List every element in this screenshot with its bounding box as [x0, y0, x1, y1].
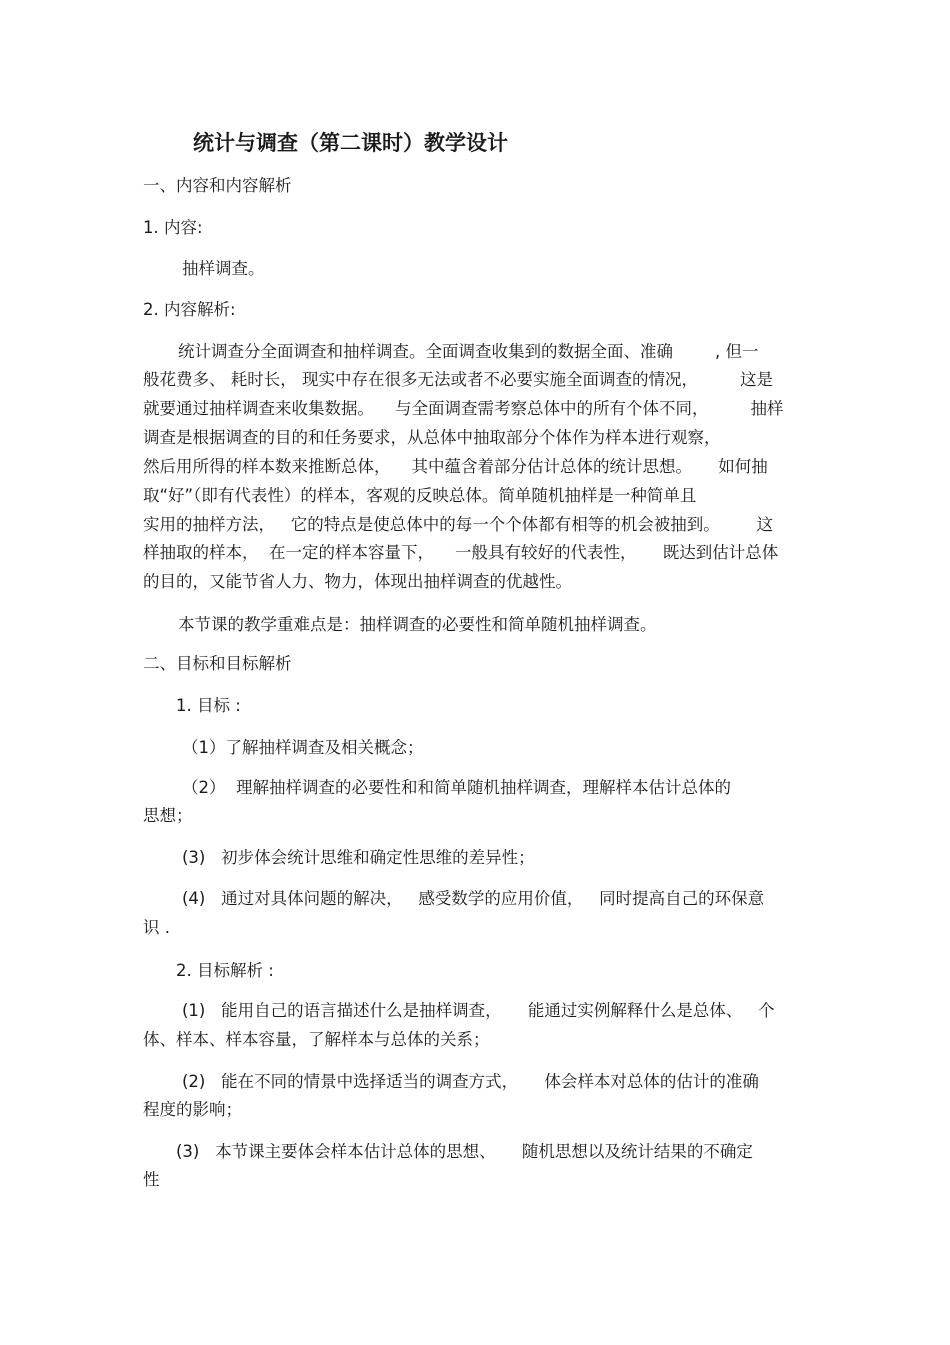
paragraph-line: 的目的，又能节省人力、物力，体现出抽样调查的优越性。: [143, 572, 572, 591]
paragraph-line: 般花费多、 耗时长， 现实中存在很多无法或者不必要实施全面调查的情况， 这是: [143, 370, 773, 389]
analysis-item-2-line1: (2) 能在不同的情景中选择适当的调查方式， 体会样本对总体的估计的准确: [182, 1072, 759, 1091]
paragraph-line: 调查是根据调查的目的和任务要求，从总体中抽取部分个体作为样本进行观察，: [143, 428, 721, 447]
content-text: 抽样调查。: [182, 259, 265, 278]
analysis-item-3-line1: (3) 本节课主要体会样本估计总体的思想、 随机思想以及统计结果的不确定: [176, 1142, 753, 1161]
analysis-item-2-line2: 程度的影响；: [143, 1100, 242, 1119]
paragraph-line: 取“好”（即有代表性）的样本，客观的反映总体。简单随机抽样是一种简单且: [143, 486, 697, 505]
goal-item-1: （1）了解抽样调查及相关概念；: [182, 738, 424, 757]
goal-analysis-label: 2. 目标解析 :: [176, 961, 274, 980]
key-points: 本节课的教学重难点是：抽样调查的必要性和简单随机抽样调查。: [178, 615, 657, 634]
section2-heading: 二、目标和目标解析: [143, 654, 292, 673]
analysis-item-1-line1: (1) 能用自己的语言描述什么是抽样调查， 能通过实例解释什么是总体、 个: [182, 1001, 775, 1020]
goal-item-2-line1: （2） 理解抽样调查的必要性和和简单随机抽样调查，理解样本估计总体的: [182, 778, 731, 797]
analysis-label: 2. 内容解析:: [143, 300, 236, 319]
analysis-item-3-line2: 性: [143, 1170, 160, 1189]
paragraph-line: 统计调查分全面调查和抽样调查。全面调查收集到的数据全面、准确 , 但一: [178, 342, 759, 361]
paragraph-line: 实用的抽样方法， 它的特点是使总体中的每一个个体都有相等的机会被抽到。 这: [143, 515, 773, 534]
section1-heading: 一、内容和内容解析: [143, 176, 292, 195]
analysis-item-1-line2: 体、样本、样本容量，了解样本与总体的关系；: [143, 1030, 490, 1049]
goals-label: 1. 目标 :: [176, 696, 241, 715]
paragraph-line: 样抽取的样本， 在一定的样本容量下， 一般具有较好的代表性， 既达到估计总体: [143, 543, 779, 562]
goal-item-2-line2: 思想；: [143, 806, 193, 825]
goal-item-4-line2: 识 .: [143, 918, 170, 937]
goal-item-4-line1: (4) 通过对具体问题的解决， 感受数学的应用价值， 同时提高自己的环保意: [182, 889, 765, 908]
paragraph-line: 然后用所得的样本数来推断总体， 其中蕴含着部分估计总体的统计思想。 如何抽: [143, 457, 768, 476]
goal-item-3: (3) 初步体会统计思维和确定性思维的差异性；: [182, 848, 535, 867]
paragraph-line: 就要通过抽样调查来收集数据。 与全面调查需考察总体中的所有个体不同， 抽样: [143, 399, 784, 418]
document-title: 统计与调查（第二课时）教学设计: [193, 131, 508, 155]
content-label: 1. 内容:: [143, 218, 203, 237]
